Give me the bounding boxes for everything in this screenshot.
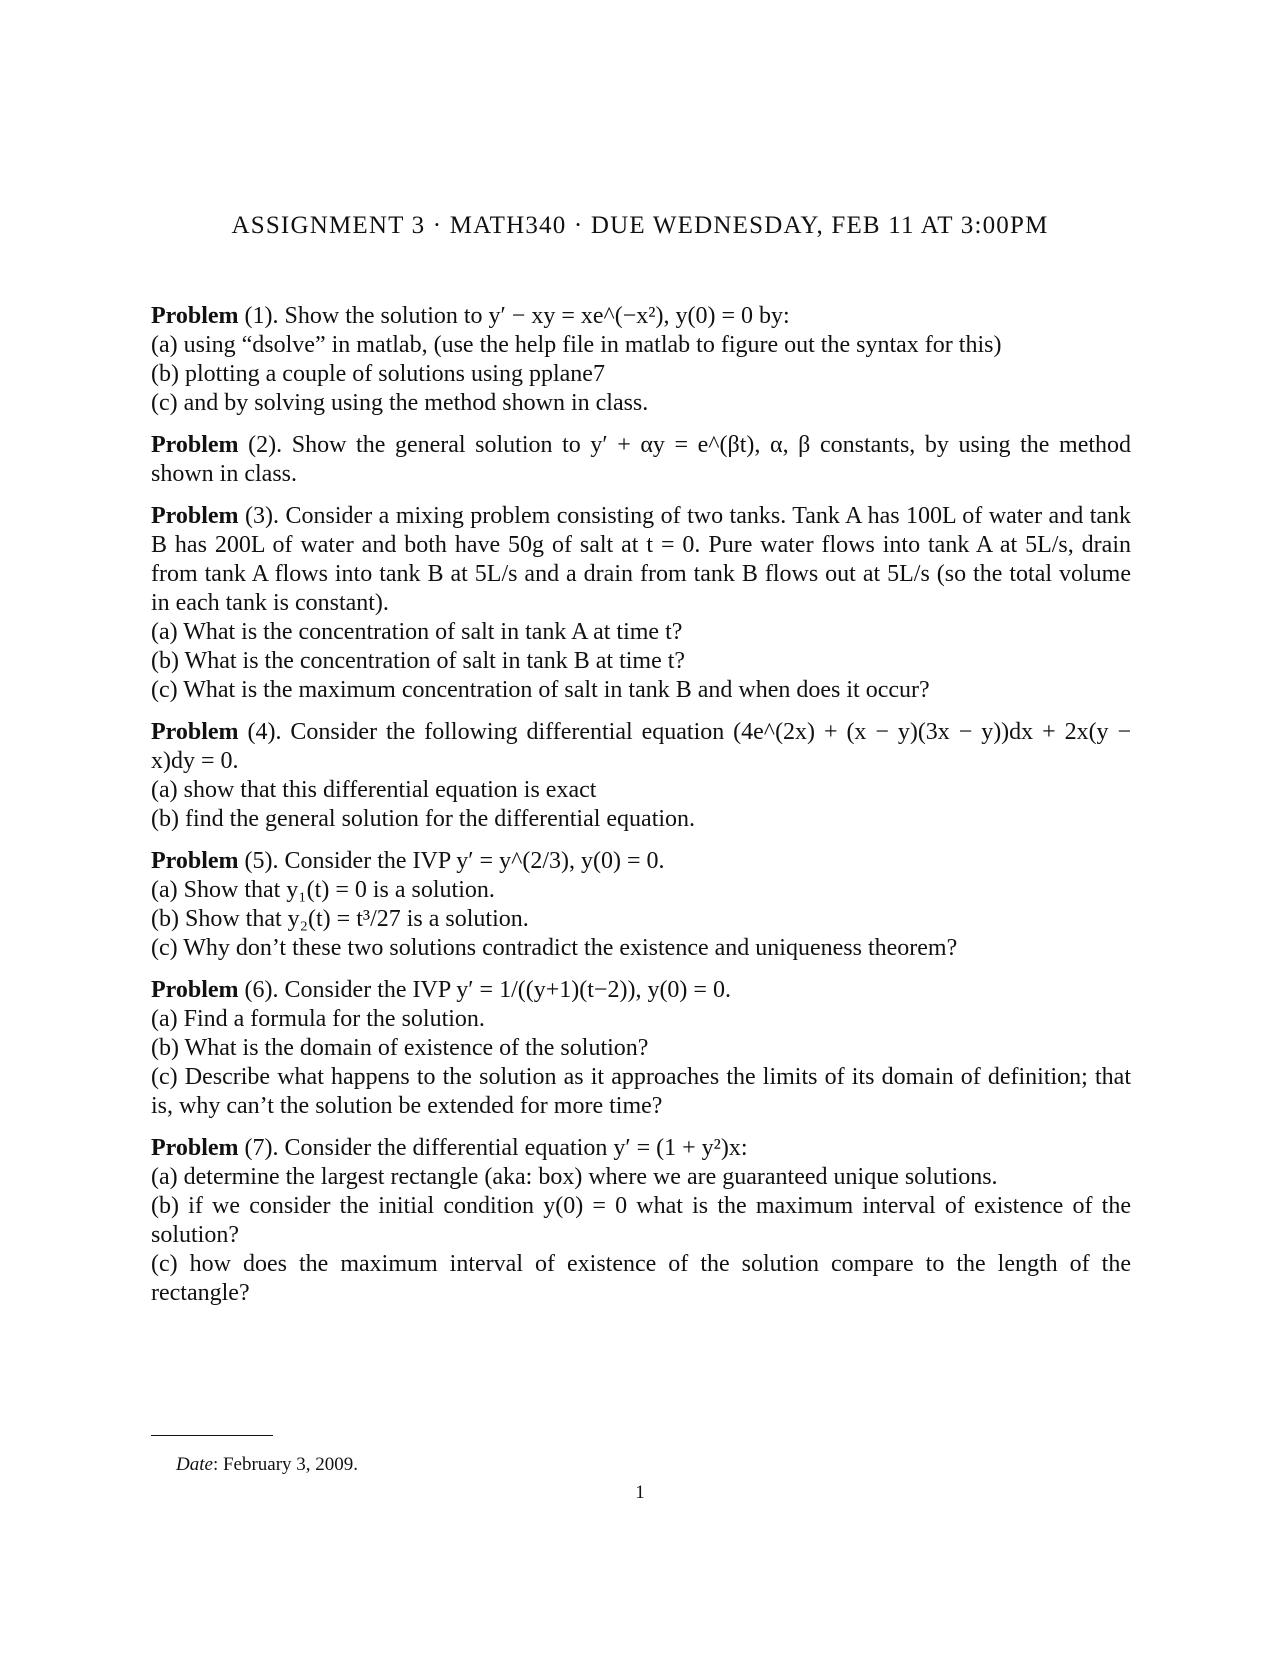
problem-3-statement bbox=[151, 502, 1131, 618]
problem-4-statement bbox=[151, 718, 1131, 776]
problem-2-intro: Show the general solution to y′ + αy = e^(βt), α, β constants, by using the method shown in class. bbox=[151, 432, 1132, 487]
footnote-rule bbox=[151, 1435, 273, 1436]
problem-number: (1). bbox=[244, 303, 279, 329]
problem-1-part-b: (b) plotting a couple of solutions using pplane7 bbox=[151, 361, 605, 387]
page-number: 1 bbox=[635, 1482, 645, 1503]
problem-list bbox=[151, 302, 1131, 1321]
problem-label: Problem bbox=[151, 848, 239, 874]
problem-7-part-b: (b) if we consider the initial condition y(0) = 0 what is the maximum interval of existence of the solution? bbox=[151, 1193, 1131, 1248]
problem-5-intro: Consider the IVP y′ = y^(2/3), y(0) = 0. bbox=[284, 848, 665, 874]
problem-5-part-a: (a) Show that y₁(t) = 0 is a solution. bbox=[151, 877, 495, 903]
problem-number: (6). bbox=[244, 977, 279, 1003]
problem-3-part-c: (c) What is the maximum concentration of salt in tank B and when does it occur? bbox=[151, 677, 930, 703]
problem-6-part-c: (c) Describe what happens to the solution as it approaches the limits of its domain of definition; that is, why can’t the solution be extended for more time? bbox=[151, 1064, 1131, 1119]
problem-5-part-c: (c) Why don’t these two solutions contradict the existence and uniqueness theorem? bbox=[151, 935, 958, 961]
problem-3 bbox=[151, 502, 1131, 705]
problem-2 bbox=[151, 431, 1131, 489]
problem-3-part-b: (b) What is the concentration of salt in tank B at time t? bbox=[151, 648, 686, 674]
footnote-date bbox=[176, 1454, 358, 1476]
problem-4-part-a: (a) show that this differential equation is exact bbox=[151, 777, 597, 803]
problem-1-part-c: (c) and by solving using the method shown in class. bbox=[151, 390, 649, 416]
problem-number: (5). bbox=[244, 848, 279, 874]
problem-4-intro: Consider the following differential equation (4e^(2x) + (x − y)(3x − y))dx + 2x(y − x)dy = 0. bbox=[151, 719, 1132, 774]
problem-label: Problem bbox=[151, 503, 239, 529]
problem-5-statement bbox=[151, 847, 1131, 876]
problem-7-statement bbox=[151, 1134, 1131, 1163]
problem-4-part-b: (b) find the general solution for the differential equation. bbox=[151, 806, 696, 832]
problem-6-statement bbox=[151, 976, 1131, 1005]
problem-label: Problem bbox=[151, 719, 239, 745]
problem-number: (2). bbox=[248, 432, 283, 458]
problem-7-part-c: (c) how does the maximum interval of existence of the solution compare to the length of the rectangle? bbox=[151, 1251, 1131, 1306]
problem-label: Problem bbox=[151, 432, 239, 458]
problem-2-statement bbox=[151, 431, 1131, 489]
problem-5-part-b: (b) Show that y₂(t) = t³/27 is a solution. bbox=[151, 906, 529, 932]
problem-1-intro: Show the solution to y′ − xy = xe^(−x²), y(0) = 0 by: bbox=[284, 303, 790, 329]
problem-label: Problem bbox=[151, 303, 239, 329]
problem-7-intro: Consider the differential equation y′ = (1 + y²)x: bbox=[284, 1135, 748, 1161]
problem-7 bbox=[151, 1134, 1131, 1308]
problem-4 bbox=[151, 718, 1131, 834]
footnote-text: : February 3, 2009. bbox=[212, 1454, 359, 1475]
problem-6-intro: Consider the IVP y′ = 1/((y+1)(t−2)), y(0) = 0. bbox=[284, 977, 731, 1003]
problem-3-intro: Consider a mixing problem consisting of two tanks. Tank A has 100L of water and tank B has 200L of water and both have 50g of salt at t = 0. Pure water flows into tank A at 5L/s, drain from tank A flows into tank B at 5L/s and a drain from tank B flows out at 5L/s (so the total volume in each tank is constant). bbox=[151, 503, 1132, 616]
problem-6-part-a: (a) Find a formula for the solution. bbox=[151, 1006, 485, 1032]
problem-1 bbox=[151, 302, 1131, 418]
problem-1-statement bbox=[151, 302, 1131, 331]
problem-1-part-a: (a) using “dsolve” in matlab, (use the help file in matlab to figure out the syntax for this) bbox=[151, 332, 1002, 358]
problem-label: Problem bbox=[151, 1135, 239, 1161]
problem-number: (4). bbox=[247, 719, 282, 745]
problem-7-part-a: (a) determine the largest rectangle (aka: box) where we are guaranteed unique solutions. bbox=[151, 1164, 998, 1190]
problem-label: Problem bbox=[151, 977, 239, 1003]
problem-6 bbox=[151, 976, 1131, 1121]
problem-number: (7). bbox=[244, 1135, 279, 1161]
footnote-label: Date bbox=[176, 1454, 213, 1475]
problem-3-part-a: (a) What is the concentration of salt in tank A at time t? bbox=[151, 619, 683, 645]
page-title: ASSIGNMENT 3 · MATH340 · DUE WEDNESDAY, FEB 11 AT 3:00PM bbox=[231, 212, 1049, 239]
problem-number: (3). bbox=[245, 503, 280, 529]
problem-5 bbox=[151, 847, 1131, 963]
problem-6-part-b: (b) What is the domain of existence of the solution? bbox=[151, 1035, 649, 1061]
